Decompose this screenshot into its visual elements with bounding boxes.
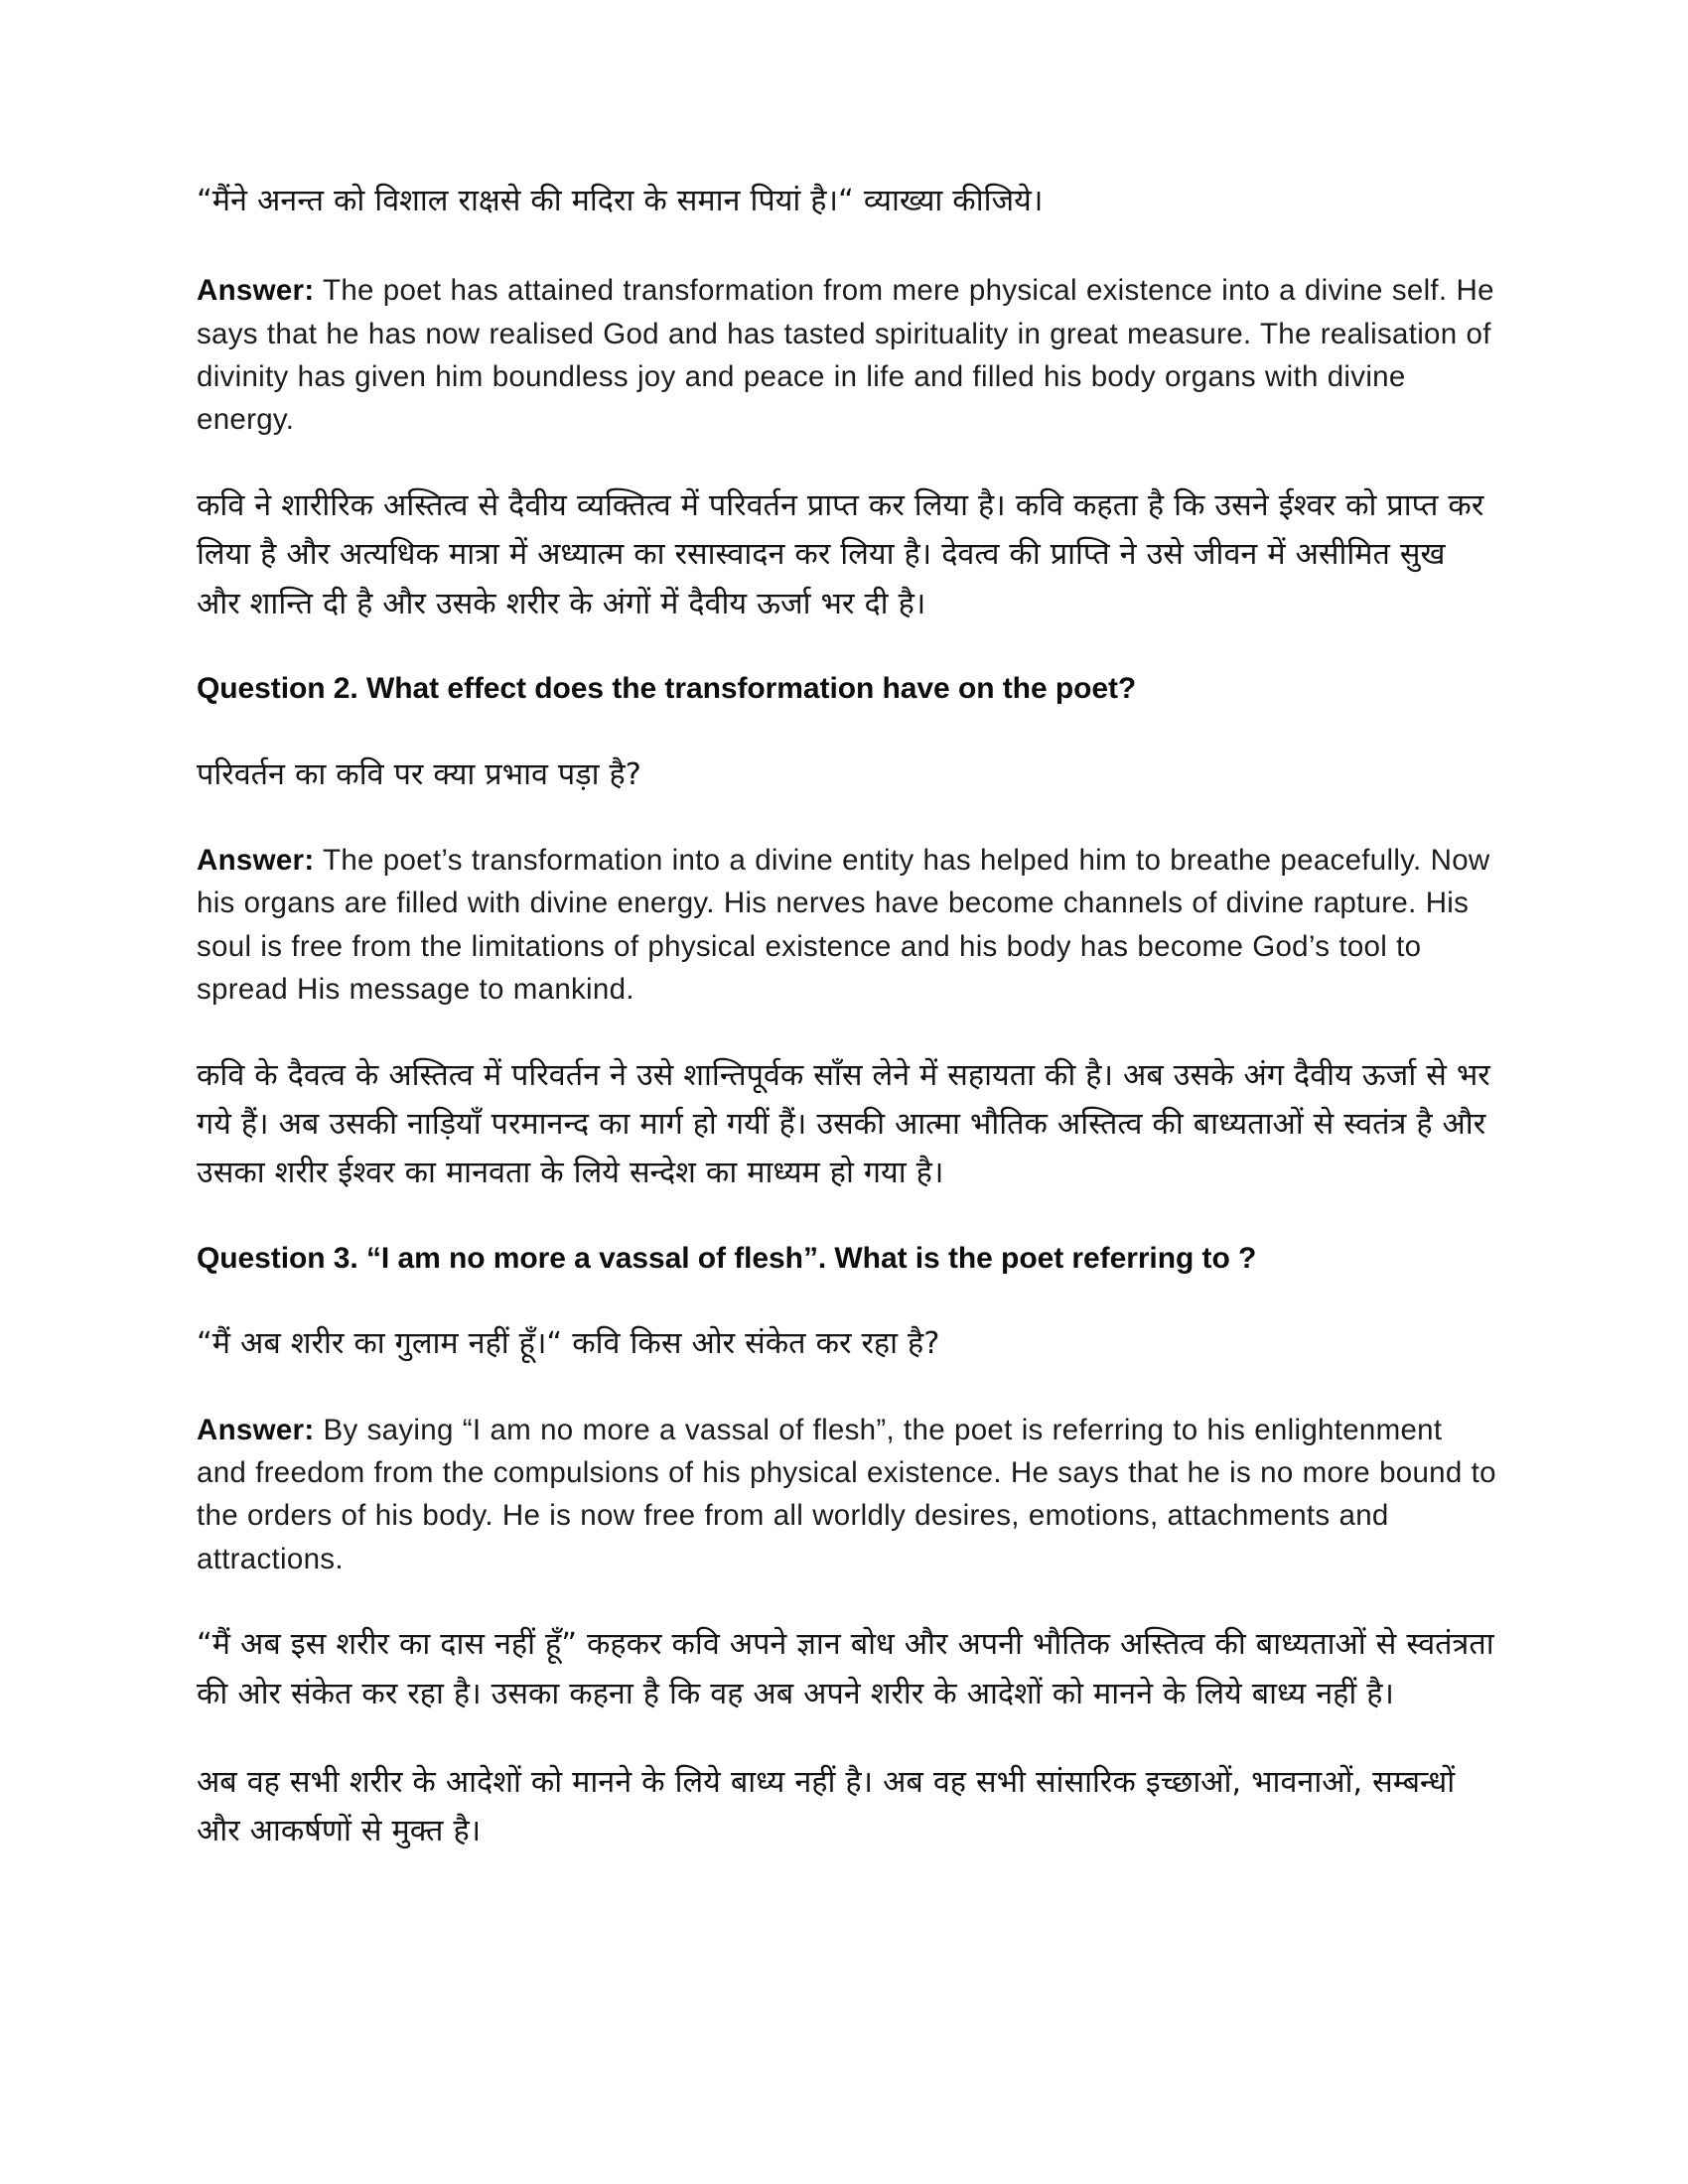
question-3-heading-hindi: “मैं अब शरीर का गुलाम नहीं हूँ।“ कवि किस ओर संकेत कर रहा है? — [197, 1326, 940, 1362]
closing-paragraph-hindi: अब वह सभी शरीर के आदेशों को मानने के लिये बाध्य नहीं है। अब वह सभी सांसारिक इच्छाओं, भावनाओं, सम्बन्धों और आकर्षणों से मुक्त है। — [197, 1764, 1456, 1849]
lead-question-hindi: “मैंने अनन्त को विशाल राक्षसे की मदिरा के समान पियां है।“ व्याख्या कीजिये। — [197, 184, 1044, 218]
question-3-heading-english: Question 3. “I am no more a vassal of flesh”. What is the poet referring to ? — [197, 1241, 1257, 1275]
answer-3-paragraph — [197, 1409, 1497, 1580]
answer-2-label: Answer: — [197, 844, 315, 878]
answer-1-text-english: The poet has attained transformation from mere physical existence into a divine self. He says that he has now realised God and has tasted spirituality in great measure. The realisation of divinity has given him boundless joy and peace in life and filled his body organs with divine energy. — [197, 274, 1494, 437]
answer-1-label: Answer: — [197, 274, 315, 308]
answer-1-text-hindi: कवि ने शारीरिक अस्तित्व से दैवीय व्यक्तित्व में परिवर्तन प्राप्त कर लिया है। कवि कहता है कि उसने ईश्वर को प्राप्त कर लिया है और अत्यधिक मात्रा में अध्यात्म का रसास्वादन कर लिया है। देवत्व की प्राप्ति ने उसे जीवन में असीमित सुख और शान्ति दी है और उसके शरीर के अंगों में दैवीय ऊर्जा भर दी है। — [197, 487, 1484, 621]
answer-1-paragraph — [197, 269, 1497, 441]
answer-2-paragraph — [197, 839, 1497, 1011]
question-2-heading-english: Question 2. What effect does the transformation have on the poet? — [197, 672, 1137, 706]
document-content-column — [197, 177, 1497, 1896]
answer-2-text-english: The poet’s transformation into a divine entity has helped him to breathe peacefully. Now his organs are filled with divine energy. His nerves have become channels of divine rapture. His soul is free from the limitations of physical existence and his body has become God’s tool to spread His message to mankind. — [197, 844, 1490, 1007]
answer-2-text-hindi: कवि के दैवत्व के अस्तित्व में परिवर्तन ने उसे शान्तिपूर्वक साँस लेने में सहायता की है। अब उसके अंग दैवीय ऊर्जा से भर गये हैं। अब उसकी नाड़ियाँ परमानन्द का मार्ग हो गयीं हैं। उसकी आत्मा भौतिक अस्तित्व की बाध्यताओं से स्वतंत्र है और उसका शरीर ईश्वर का मानवता के लिये सन्देश का माध्यम हो गया है। — [197, 1057, 1490, 1191]
answer-3-text-hindi: “मैं अब इस शरीर का दास नहीं हूँ” कहकर कवि अपने ज्ञान बोध और अपनी भौतिक अस्तित्व की बाध्यताओं से स्वतंत्रता की ओर संकेत कर रहा है। उसका कहना है कि वह अब अपने शरीर के आदेशों को मानने के लिये बाध्य नहीं है। — [197, 1627, 1494, 1711]
question-2-heading-hindi: परिवर्तन का कवि पर क्या प्रभाव पड़ा है? — [197, 756, 641, 792]
answer-3-text-english: By saying “I am no more a vassal of flesh”, the poet is referring to his enlightenment and freedom from the compulsions of his physical existence. He says that he is no more bound to the orders of his body. He is now free from all worldly desires, emotions, attachments and attractions. — [197, 1413, 1496, 1575]
answer-3-label: Answer: — [197, 1413, 315, 1446]
